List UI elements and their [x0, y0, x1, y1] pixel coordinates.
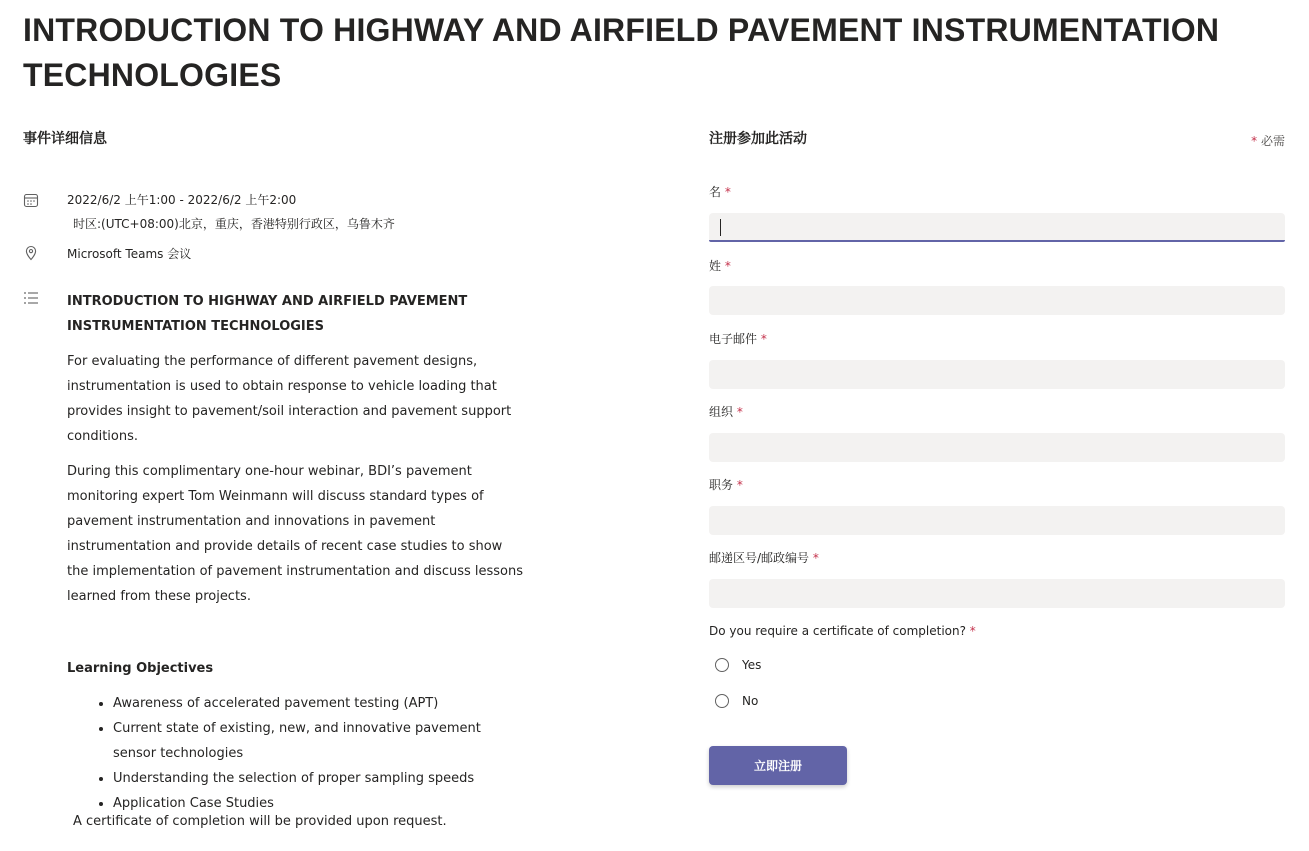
learning-objectives-list: [67, 691, 527, 816]
list-item: • Application Case Studies: [113, 791, 527, 816]
email-input[interactable]: [709, 360, 1285, 389]
event-location: Microsoft Teams 会议: [67, 247, 192, 261]
list-item: • Awareness of accelerated pavement testing (APT): [113, 691, 527, 716]
event-details-heading: 事件详细信息: [23, 131, 107, 147]
required-star: *: [1251, 134, 1258, 148]
register-now-button[interactable]: 立即注册: [709, 746, 847, 785]
required-star: *: [724, 259, 731, 273]
radio-option-yes[interactable]: [715, 653, 761, 677]
required-legend: [1251, 129, 1285, 153]
event-details-panel: [23, 126, 543, 829]
list-item: • Understanding the selection of proper sampling speeds: [113, 766, 527, 791]
organization-label-text: 组织: [709, 405, 734, 419]
postal-code-input[interactable]: [709, 579, 1285, 608]
postal-code-label-text: 邮递区号/邮政编号: [709, 551, 810, 565]
event-datetime: 2022/6/2 上午1:00 - 2022/6/2 上午2:00: [67, 193, 297, 207]
location-pin-icon: [23, 245, 39, 261]
required-star: *: [812, 551, 819, 565]
required-star: *: [724, 185, 731, 199]
list-icon: [23, 290, 39, 306]
event-description: [67, 289, 527, 816]
last-name-input[interactable]: [709, 286, 1285, 315]
email-label: [709, 327, 767, 351]
radio-label-no: No: [742, 694, 759, 708]
certificate-question-label: [709, 619, 976, 643]
certificate-note: A certificate of completion will be provided upon request.: [73, 814, 447, 829]
required-star: *: [736, 478, 743, 492]
event-timezone: 时区:(UTC+08:00)北京，重庆，香港特别行政区，乌鲁木齐: [73, 217, 395, 231]
learning-objectives-title: Learning Objectives: [67, 661, 214, 676]
page-title: INTRODUCTION TO HIGHWAY AND AIRFIELD PAVEMENT INSTRUMENTATION TECHNOLOGIES: [23, 12, 1220, 93]
radio-label-yes: Yes: [742, 658, 762, 672]
certificate-question-text: Do you require a certificate of completion?: [709, 624, 966, 638]
description-title: [67, 289, 527, 339]
description-paragraph-1: For evaluating the performance of different pavement designs, instrumentation is used to obtain response to vehicle loading that provides insight to pavement/soil interaction and pavement support conditions.: [67, 354, 512, 444]
calendar-icon: [23, 192, 39, 208]
list-item: • Current state of existing, new, and innovative pavement sensor technologies: [113, 716, 527, 766]
organization-label: [709, 400, 743, 424]
job-title-label-text: 职务: [709, 478, 734, 492]
required-star: *: [736, 405, 743, 419]
organization-input[interactable]: [709, 433, 1285, 462]
last-name-label-text: 姓: [709, 259, 722, 273]
first-name-input[interactable]: [709, 213, 1285, 242]
email-label-text: 电子邮件: [709, 332, 758, 346]
required-label: 必需: [1260, 134, 1285, 148]
radio-button-yes[interactable]: [715, 658, 729, 672]
first-name-field-wrap: [709, 213, 1285, 242]
required-star: *: [969, 624, 976, 638]
description-paragraph-2: During this complimentary one-hour webinar, BDI’s pavement monitoring expert Tom Weinmann will discuss standard types of pavement instrumentation and innovations in pavement instrumentation and provide details of recent case studies to show the implementation of pavement instrumentation and discuss lessons learned from these projects.: [67, 464, 524, 604]
job-title-input[interactable]: [709, 506, 1285, 535]
registration-heading: 注册参加此活动: [709, 131, 807, 147]
radio-option-no[interactable]: [715, 689, 758, 713]
description-title-line1: INTRODUCTION TO HIGHWAY AND AIRFIELD PAVEMENT: [67, 294, 468, 309]
job-title-label: [709, 473, 743, 497]
last-name-label: [709, 254, 731, 278]
first-name-label: [709, 180, 731, 204]
description-title-line2: INSTRUMENTATION TECHNOLOGIES: [67, 319, 325, 334]
text-caret: [720, 219, 721, 236]
postal-code-label: [709, 546, 819, 570]
radio-button-no[interactable]: [715, 694, 729, 708]
first-name-label-text: 名: [709, 185, 722, 199]
required-star: *: [760, 332, 767, 346]
